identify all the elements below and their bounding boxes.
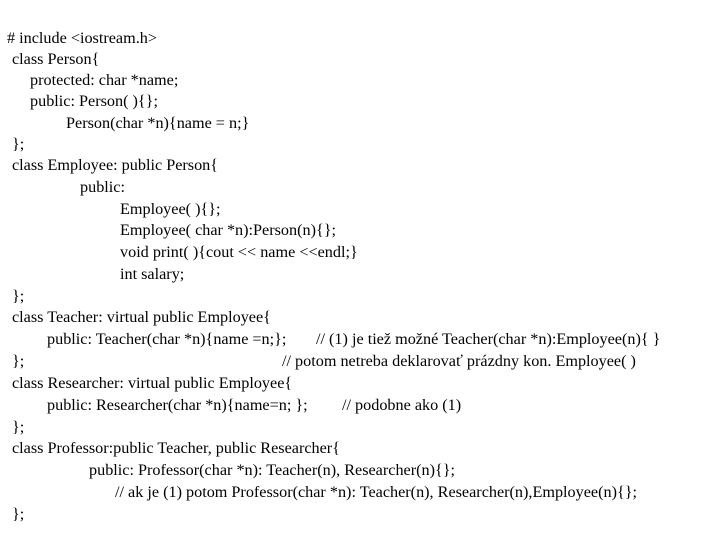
code-line-employee-ctor: Employee( char *n):Person(n){}; (120, 221, 337, 239)
code-line-employee-salary: int salary; (120, 265, 185, 283)
code-line-teacher-ctor: public: Teacher(char *n){name =n;}; (47, 330, 287, 348)
code-line-class-person: class Person{ (12, 50, 100, 68)
code-line-class-employee: class Employee: public Person{ (12, 156, 219, 174)
code-line-class-researcher: class Researcher: virtual public Employee{ (12, 374, 293, 392)
comment-teacher-note-2: // potom netreba deklarovať prázdny kon. Employee( ) (282, 352, 636, 370)
code-line-protected: protected: char *name; (30, 71, 179, 89)
comment-researcher-note: // podobne ako (1) (342, 396, 462, 414)
code-line-close-employee: }; (12, 287, 25, 305)
code-line-class-professor: class Professor:public Teacher, public Researcher{ (12, 439, 340, 457)
code-line-researcher-ctor: public: Researcher(char *n){name=n; }; (47, 396, 308, 414)
code-line-include: # include <iostream.h> (7, 29, 157, 47)
code-line-close-researcher: }; (12, 418, 25, 436)
code-line-close-person: }; (12, 135, 25, 153)
code-line-class-teacher: class Teacher: virtual public Employee{ (12, 308, 271, 326)
code-line-employee-public: public: (80, 178, 125, 196)
code-line-person-ctor: Person(char *n){name = n;} (66, 114, 250, 132)
code-line-employee-default-ctor: Employee( ){}; (120, 200, 221, 218)
code-line-person-default-ctor: public: Person( ){}; (30, 92, 158, 110)
code-line-employee-print: void print( ){cout << name <<endl;} (120, 243, 358, 261)
code-line-professor-ctor: public: Professor(char *n): Teacher(n), Researcher(n){}; (89, 461, 456, 479)
code-line-close-professor: }; (12, 505, 25, 523)
code-line-professor-note: // ak je (1) potom Professor(char *n): Teacher(n), Researcher(n),Employee(n){}; (115, 483, 638, 501)
comment-teacher-note: // (1) je tiež možné Teacher(char *n):Employee(n){ } (316, 330, 661, 348)
code-line-close-teacher: }; (12, 352, 25, 370)
